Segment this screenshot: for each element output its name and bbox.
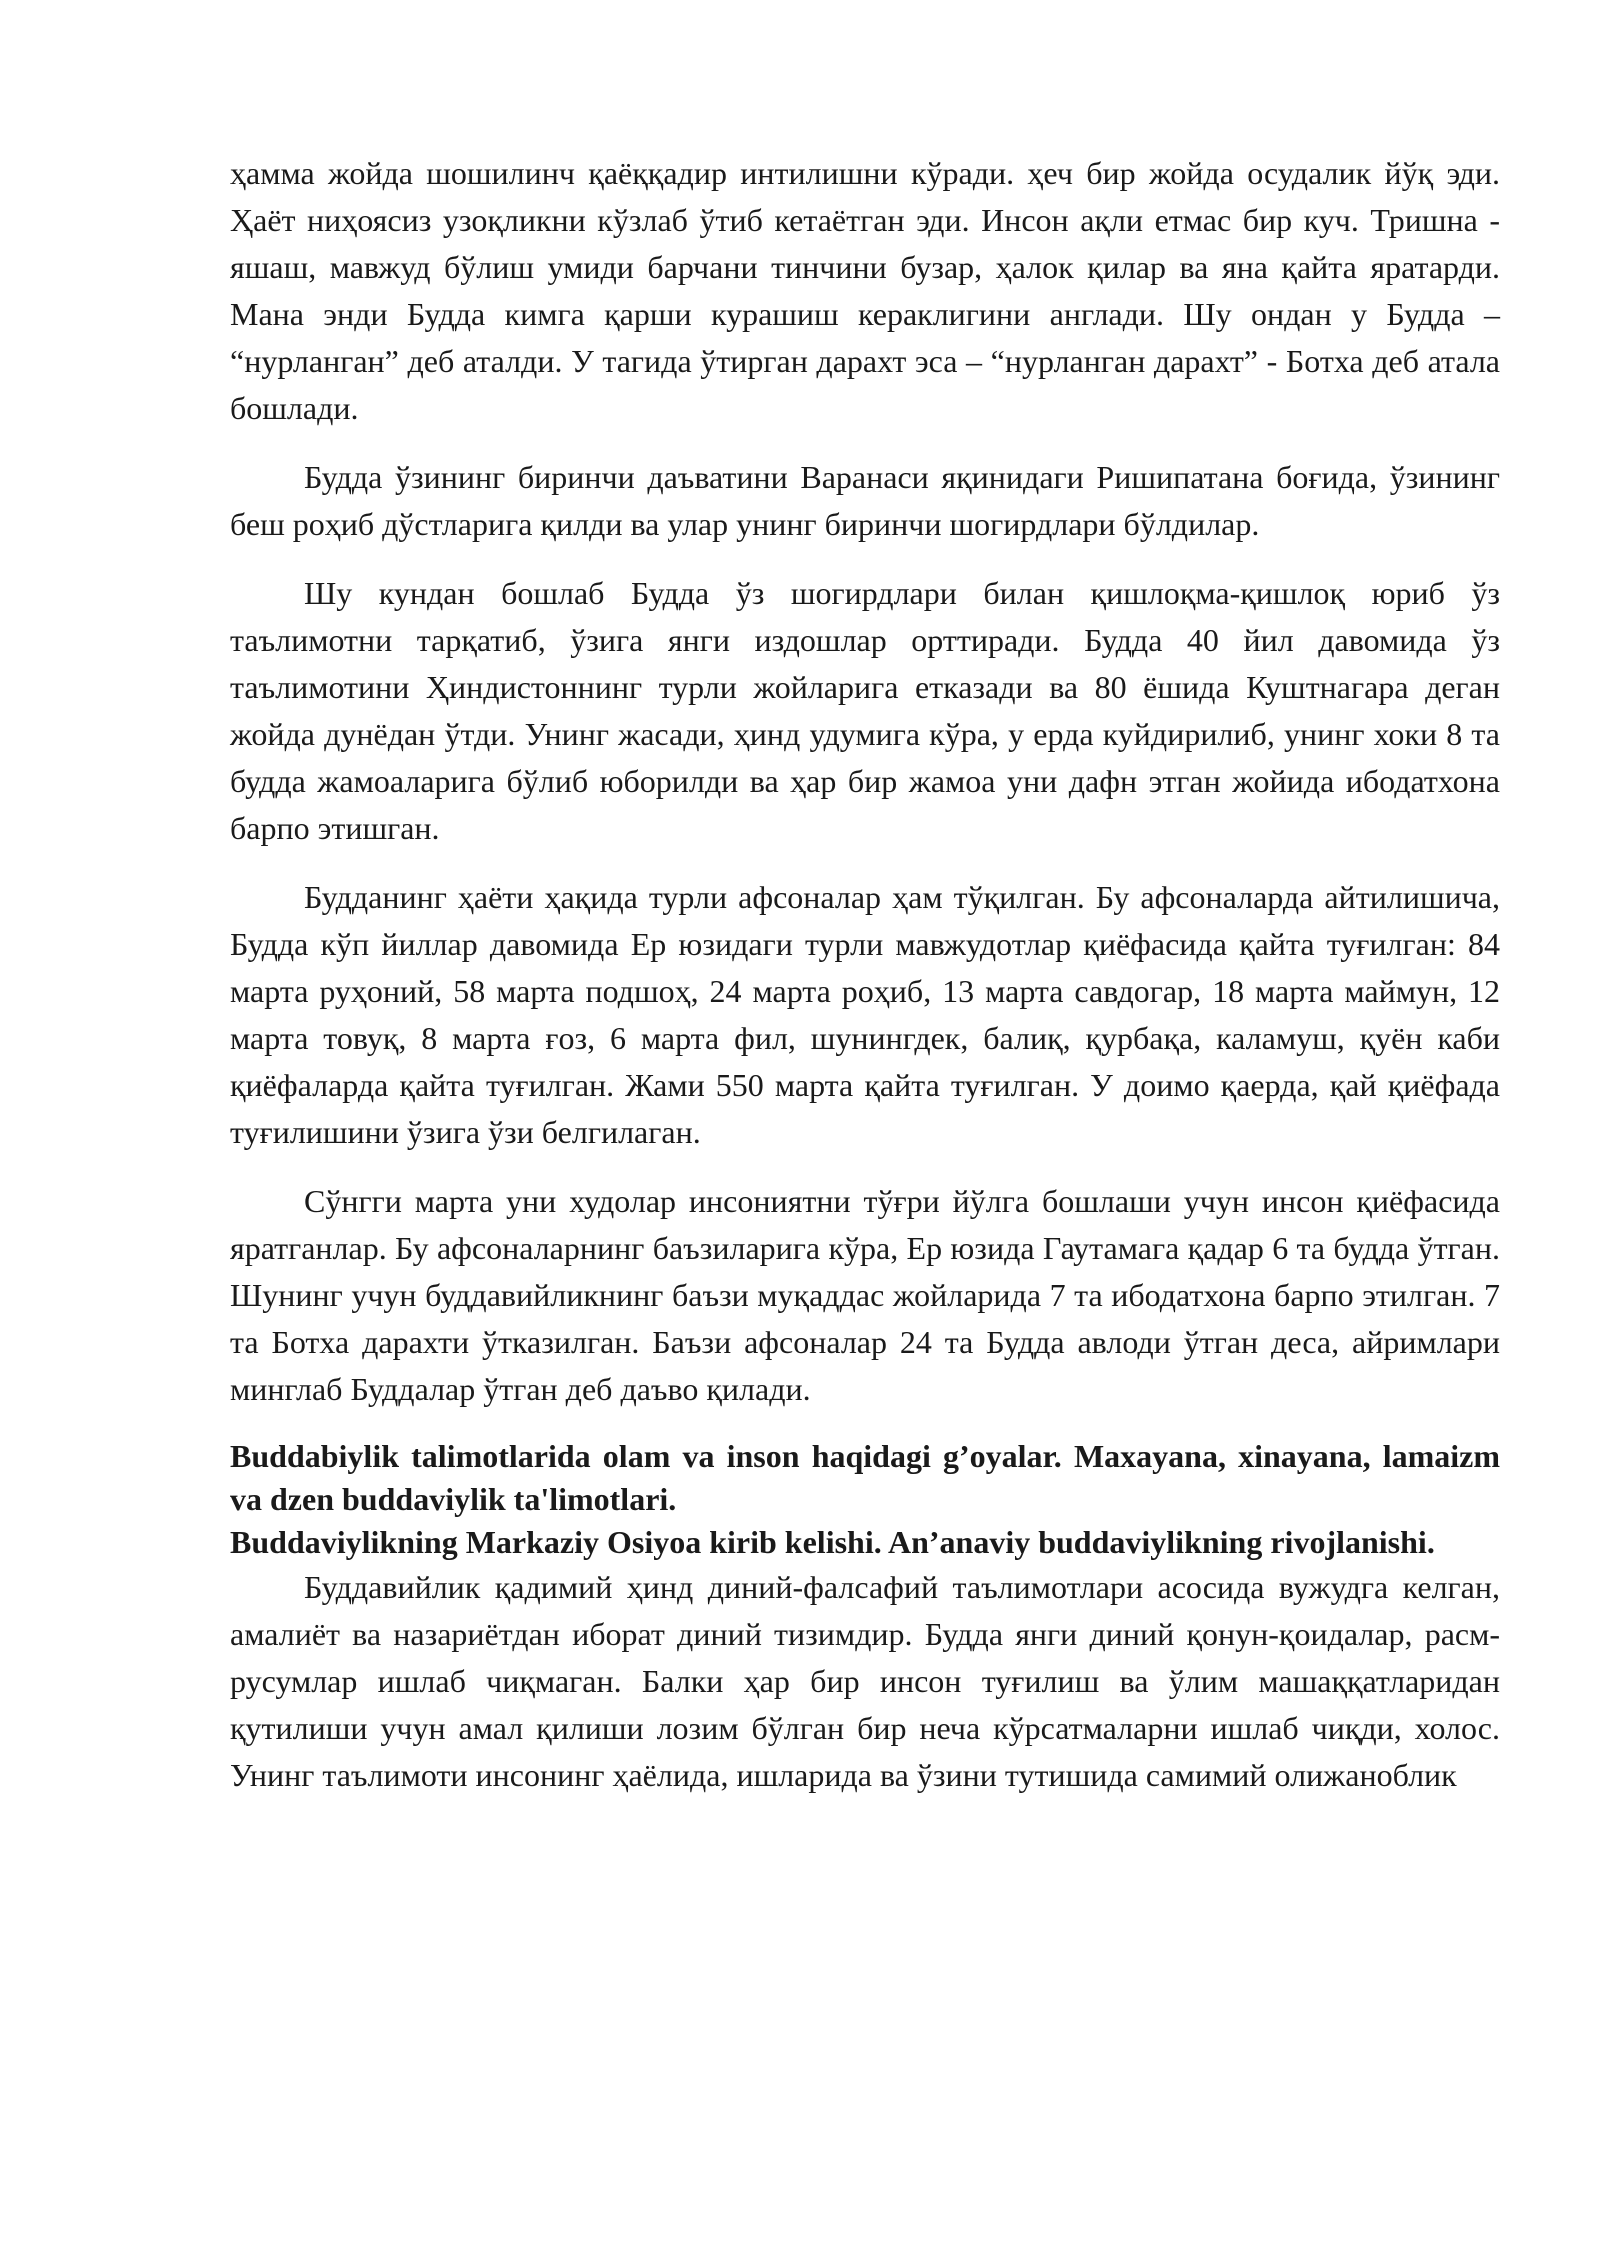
section-heading-2: Buddaviylikning Markaziy Osiyoa kirib kelishi. An’anaviy buddaviylikning rivojlanishi. bbox=[230, 1524, 1435, 1560]
paragraph-5: Сўнгги марта уни худолар инсониятни тўғри йўлга бошлаши учун инсон қиёфасида яратганлар. Бу афсоналарнинг баъзиларига кўра, Ер юзида Гаутамага қадар 6 та будда ўтган. Шунинг учун буддавийликнинг баъзи муқаддас жойларида 7 та ибодатхона барпо этилган. 7 та Ботха дарахти ўтказилган. Баъзи афсоналар 24 та Будда авлоди ўтган деса, айримлари минглаб Буддалар ўтган деб даъво қилади. bbox=[230, 1183, 1500, 1407]
paragraph-6: Буддавийлик қадимий ҳинд диний-фалсафий таълимотлари асосида вужудга келган, амалиёт ва назариётдан иборат диний тизимдир. Будда янги диний қонун-қоидалар, расм-русумлар ишлаб чиқмаган. Балки ҳар бир инсон туғилиш ва ўлим машаққатларидан қутилиши учун амал қилиши лозим бўлган бир неча кўрсатмаларни ишлаб чиқди, холос. Унинг таълимоти инсонинг ҳаёлида, ишларида ва ўзини тутишида самимий олижаноблик bbox=[230, 1569, 1500, 1793]
paragraph-4: Будданинг ҳаёти ҳақида турли афсоналар ҳам тўқилган. Бу афсоналарда айтилишича, Будда кўп йиллар давомида Ер юзидаги турли мавжудотлар қиёфасида қайта туғилган: 84 марта руҳоний, 58 марта подшоҳ, 24 марта роҳиб, 13 марта савдогар, 18 марта маймун, 12 марта товуқ, 8 марта ғоз, 6 марта фил, шунингдек, балиқ, қурбақа, каламуш, қуён каби қиёфаларда қайта туғилган. Жами 550 марта қайта туғилган. У доимо қаерда, қай қиёфада туғилишини ўзига ўзи белгилаган. bbox=[230, 879, 1500, 1150]
section-heading-1: Buddabiylik talimotlarida olam va inson haqidagi g’oyalar. Maxayana, xinayana, lamaizm va dzen buddaviylik ta'limotlari. bbox=[230, 1438, 1500, 1517]
paragraph-3: Шу кундан бошлаб Будда ўз шогирдлари билан қишлоқма-қишлоқ юриб ўз таълимотни тарқатиб, ўзига янги издошлар орттиради. Будда 40 йил давомида ўз таълимотини Ҳиндистоннинг турли жойларига етказади ва 80 ёшида Куштнагара деган жойда дунёдан ўтди. Унинг жасади, ҳинд удумига кўра, у ерда куйдирилиб, унинг хоки 8 та будда жамоаларига бўлиб юборилди ва ҳар бир жамоа уни дафн этган жойида ибодатхона барпо этишган. bbox=[230, 575, 1500, 846]
paragraph-1: ҳамма жойда шошилинч қаёққадир интилишни кўради. ҳеч бир жойда осудалик йўқ эди. Ҳаёт ниҳоясиз узоқликни кўзлаб ўтиб кетаётган эди. Инсон ақли етмас бир куч. Тришна - яшаш, мавжуд бўлиш умиди барчани тинчини бузар, ҳалок қилар ва яна қайта яратарди. Мана энди Будда кимга қарши курашиш кераклигини англади. Шу ондан у Будда – “нурланган” деб аталди. У тагида ўтирган дарахт эса – “нурланган дарахт” - Ботха деб атала бошлади. bbox=[230, 155, 1500, 426]
document-page bbox=[230, 150, 1500, 1821]
paragraph-2: Будда ўзининг биринчи даъватини Варанаси яқинидаги Ришипатана боғида, ўзининг беш роҳиб дўстларига қилди ва улар унинг биринчи шогирдлари бўлдилар. bbox=[230, 459, 1500, 542]
section-headings bbox=[230, 1435, 1500, 1564]
